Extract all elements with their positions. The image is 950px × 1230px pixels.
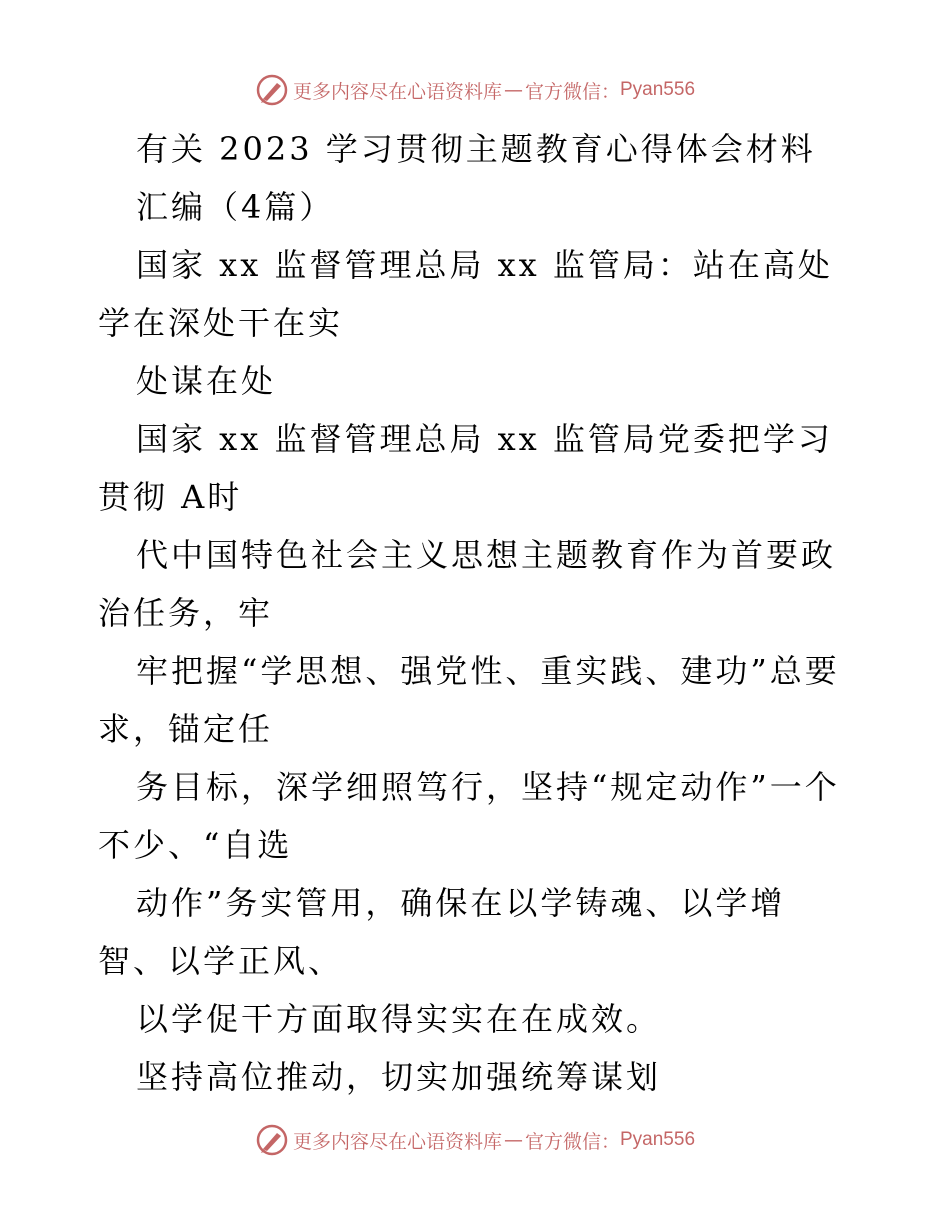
- doc-paragraph: 国家 xx 监督管理总局 xx 监管局：站在高处学在深处干在实: [98, 246, 833, 342]
- doc-paragraph: 动作”务实管用，确保在以学铸魂、以学增智、以学正风、: [98, 884, 786, 980]
- pen-logo-icon: [255, 1123, 289, 1157]
- doc-paragraph: 处谋在处: [136, 362, 277, 400]
- footer-watermark: [0, 1120, 950, 1160]
- watermark-main-text: 更多内容尽在心语资料库: [292, 1130, 502, 1153]
- doc-section-heading: 坚持高位推动，切实加强统筹谋划: [136, 1058, 662, 1096]
- watermark-separator: —: [503, 1129, 523, 1151]
- document-body: [0, 120, 950, 1106]
- watermark-main-text: 更多内容尽在心语资料库: [292, 80, 502, 103]
- watermark-handle: Pyan556: [620, 1129, 696, 1150]
- pen-logo-icon: [255, 73, 289, 107]
- doc-title-line-1: 有关 2023 学习贯彻主题教育心得体会材料: [136, 130, 816, 168]
- watermark-separator: —: [503, 79, 523, 101]
- doc-paragraph: 代中国特色社会主义思想主题教育作为首要政治任务，牢: [98, 536, 837, 632]
- watermark-handle: Pyan556: [620, 79, 696, 100]
- doc-paragraph: 牢把握“学思想、强党性、重实践、建功”总要求，锚定任: [98, 652, 840, 748]
- watermark-suffix-text: 官方微信：: [524, 80, 620, 103]
- doc-title-line-2: 汇编（4篇）: [136, 188, 335, 226]
- doc-paragraph: 国家 xx 监督管理总局 xx 监管局党委把学习贯彻 A时: [98, 420, 833, 516]
- doc-paragraph: 以学促干方面取得实实在在成效。: [136, 1000, 662, 1038]
- doc-paragraph: 务目标，深学细照笃行，坚持“规定动作”一个不少、“自选: [98, 768, 840, 864]
- header-watermark: [0, 70, 950, 110]
- watermark-suffix-text: 官方微信：: [524, 1130, 620, 1153]
